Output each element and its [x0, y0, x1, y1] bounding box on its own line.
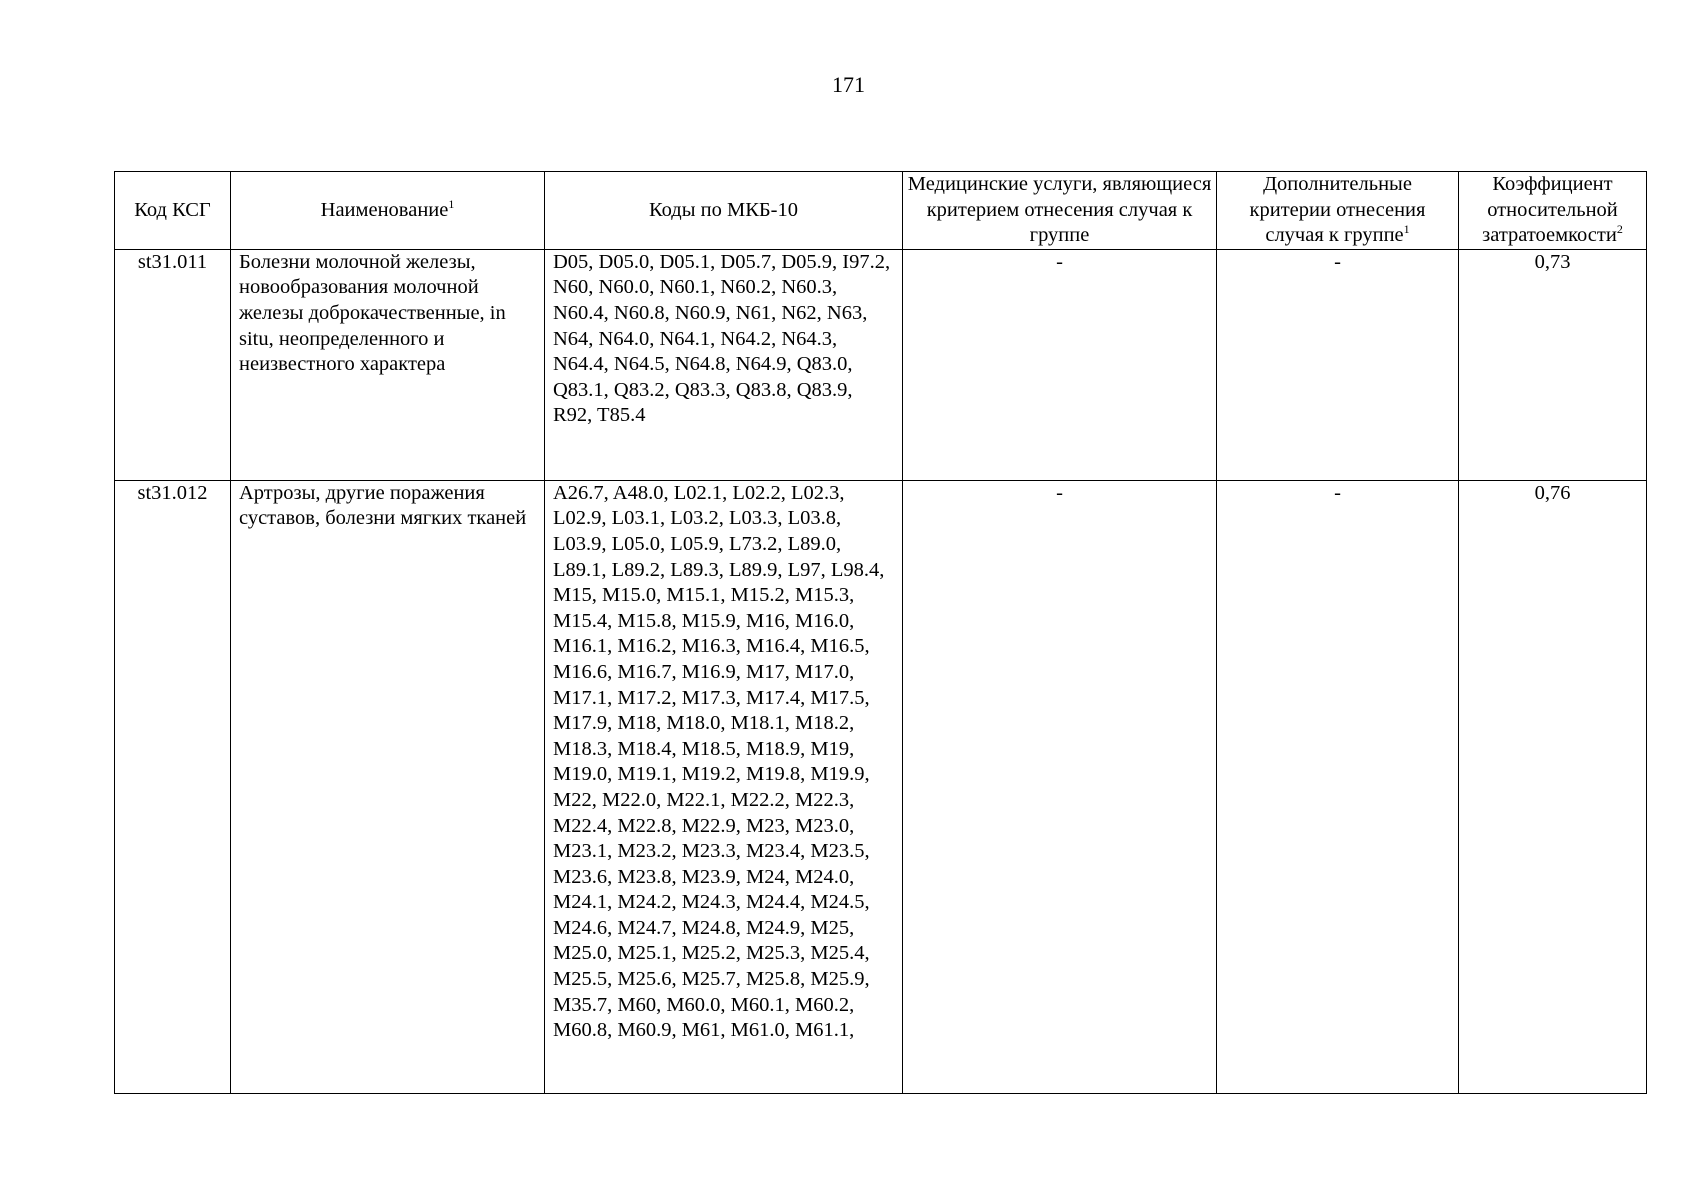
cell-mkb: A26.7, A48.0, L02.1, L02.2, L02.3, L02.9, L03.1, L03.2, L03.3, L03.8, L03.9, L05.0, L05.9, L73.2, L89.0, L89.1, L89.2, L89.3, L89.9, L97, L98.4, M15, M15.0, M15.1, M15.2, M15.3, M15.4, M15.8, M15.9, M16, M16.0, M16.1, M16.2, M16.3, M16.4, M16.5, M16.6, M16.7, M16.9, M17, M17.0, M17.1, M17.2, M17.3, M17.4, M17.5, M17.9, M18, M18.0, M18.1, M18.2, M18.3, M18.4, M18.5, M18.9, M19, M19.0, M19.1, M19.2, M19.8, M19.9, M22, M22.0, M22.1, M22.2, M22.3, M22.4, M22.8, M22.9, M23, M23.0, M23.1, M23.2, M23.3, M23.4, M23.5, M23.6, M23.8, M23.9, M24, M24.0, M24.1, M24.2, M24.3, M24.4, M24.5, M24.6, M24.7, M24.8, M24.9, M25, M25.0, M25.1, M25.2, M25.3, M25.4, M25.5, M25.6, M25.7, M25.8, M25.9, M35.7, M60, M60.0, M60.1, M60.2, M60.8, M60.9, M61, M61.0, M61.1,: [545, 480, 903, 1093]
cell-criteria: -: [903, 480, 1217, 1093]
table-header-row: [115, 172, 1647, 250]
page-number: 171: [832, 72, 865, 97]
header-code: Код КСГ: [115, 172, 231, 250]
table-row: [115, 480, 1647, 1093]
cell-code: st31.011: [115, 249, 231, 480]
cell-additional: -: [1217, 480, 1459, 1093]
cell-coef: 0,76: [1459, 480, 1647, 1093]
ksg-table: [114, 171, 1647, 1094]
cell-mkb: D05, D05.0, D05.1, D05.7, D05.9, I97.2, N60, N60.0, N60.1, N60.2, N60.3, N60.4, N60.8, N60.9, N61, N62, N63, N64, N64.0, N64.1, N64.2, N64.3, N64.4, N64.5, N64.8, N64.9, Q83.0, Q83.1, Q83.2, Q83.3, Q83.8, Q83.9, R92, T85.4: [545, 249, 903, 480]
table-row: [115, 249, 1647, 480]
cell-criteria: -: [903, 249, 1217, 480]
header-coef-footnote: 2: [1616, 222, 1623, 237]
header-mkb: Коды по МКБ-10: [545, 172, 903, 250]
header-name: Наименование$^1$: [231, 172, 545, 250]
header-coef: Коэффициент относительной затратоемкости$^2$: [1459, 172, 1647, 250]
cell-name: Артрозы, другие поражения суставов, болезни мягких тканей: [231, 480, 545, 1093]
cell-code: st31.012: [115, 480, 231, 1093]
header-additional: Дополнительные критерии отнесения случая к группе$^1$: [1217, 172, 1459, 250]
cell-additional: -: [1217, 249, 1459, 480]
cell-name: Болезни молочной железы, новообразования молочной железы доброкачественные, in situ, неопределенного и неизвестного характера: [231, 249, 545, 480]
header-additional-footnote: 1: [1403, 222, 1410, 237]
header-name-footnote: 1: [448, 196, 455, 211]
header-criteria: Медицинские услуги, являющиеся критерием отнесения случая к группе: [903, 172, 1217, 250]
cell-coef: 0,73: [1459, 249, 1647, 480]
